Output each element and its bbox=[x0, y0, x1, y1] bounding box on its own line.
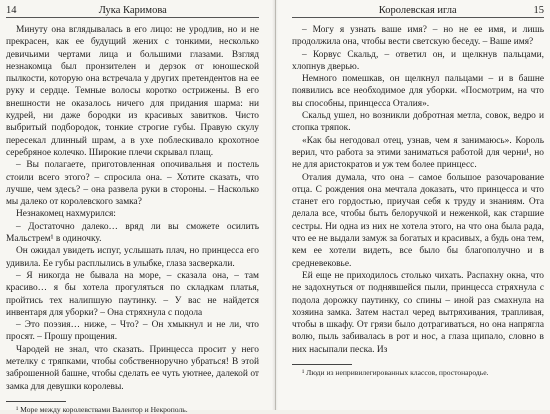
left-paragraph: – Это поэзия… ниже, – Что? – Он хмыкнул и не ли, что просят. – Прошу прощения. bbox=[6, 320, 259, 343]
right-paragraph: Скальд ушел, но возникли добротная метла, совок, ведро и стопка тряпок. bbox=[292, 111, 544, 134]
right-paragraph: – Могу я узнать ваше имя? – но не ее имя, и лишь продолжила она, чтобы вести светскую беседу. – Ваше имя? bbox=[292, 25, 544, 48]
right-footnote-rule bbox=[292, 364, 352, 365]
left-paragraph: – Я никогда не бывала на море, – сказала она, – там красиво… я бы хотела прогуляться по складкам платья, пройтись тех налипшую паутинку. – У вас не найдется инвентаря для уборки? – Она стряхнула с подола bbox=[6, 270, 259, 318]
left-paragraph: Минуту она вглядывалась в его лицо: не уродлив, но и не прекрасен, как ее будущий жених с тонкими, несколько девичьими чертами лица и большими глазами. Взгляд незнакомца был пронзителен и дерзок от юношеской пылкости, которую она встречала у других претендентов на ее руку и сердце. Темные волосы коротко острижены. В его внешности не оказалось ничего для придания шарма: ни кудрей, ни даже бородки из красивых завитков. Чисто выбритый подбородок, тонкие строгие губы. Правую скулу пересекал длинный шрам, а в ухе поблескивало крохотное серебряное колечко. Широкие плечи скрывал плащ. bbox=[6, 25, 259, 158]
left-paragraph: – Достаточно далеко… вряд ли вы сможете осилить Мальстрем¹ в одиночку. bbox=[6, 221, 259, 245]
left-running-head: Лука Каримова bbox=[98, 5, 167, 16]
right-page-header bbox=[292, 2, 544, 18]
right-page-body bbox=[292, 24, 544, 378]
left-paragraph: – Вы полагаете, приготовленная опочивальня и постель стоили всего этого? – спросила она. – Хотите сказать, что лучше, чем здесь? – она развела руки в стороны. – Насколько мы далеко от королевского замка? bbox=[6, 160, 259, 208]
left-page-body bbox=[6, 24, 259, 414]
left-footnote-rule bbox=[6, 401, 66, 402]
right-page bbox=[275, 0, 550, 410]
left-page-number: 14 bbox=[6, 5, 17, 16]
right-paragraph: «Как бы негодовал отец, узнав, чем я занимаюсь». Король верил, что работа за этими заниматься работой для черни¹, но не для аристократов и уж тем более принцесс. bbox=[292, 135, 544, 171]
right-page-number: 15 bbox=[533, 5, 544, 16]
right-paragraph: Ей еще не приходилось столько чихать. Распахну окна, что не задохнуться от поднявшейся пыли, принцесса стряхнула с подола дорожку паутинку, со спины – иной раз смахнула на хозяина замка. Затем настал черед вытряхивания, трапливая, чтобы в шкафу. От грязи было дотрагиваться, но она напрягла волю, пыль забивалась в рот и нос, а глаза щипало, словно в них насыпали песка. Из bbox=[292, 270, 544, 355]
right-paragraph: – Корвус Скальд, – ответил он, и щелкнув пальцами, хлопнув дверью. bbox=[292, 49, 544, 72]
right-footnote: ¹ Люди из непривилегированных классов, простонародье. bbox=[302, 368, 489, 378]
right-paragraph: Немного помешкав, он щелкнул пальцами – и в башне появились все необходимое для уборки. «Посмотрим, на что вы способны, принцесса Оталия». bbox=[292, 74, 544, 109]
left-paragraph: Незнакомец нахмурился: bbox=[16, 209, 116, 220]
left-footnote: ¹ Море между королевствами Валентор и Некрополь. bbox=[16, 404, 188, 414]
right-running-head: Королевская игла bbox=[378, 5, 457, 16]
left-paragraph: Чародей не знал, что сказать. Принцесса просит у него метелку с тряпками, чтобы собственноручно убраться! В этой заброшенной башне, чтобы сделать ее чуть уютнее, далекой от замка для девушки королевы. bbox=[6, 344, 259, 392]
right-paragraph: Оталия думала, что она – самое большое разочарование отца. С рождения она мечтала доказать, что принцесса и что станет его гордостью, приучая себя к труду и знаниям. Ота делала все, чтобы быть белоручкой и неженкой, как старшие сестры. Ни одна из них не хотела этого, на что она была рада, что ее не выдали замуж за богатых и красивых, а будь она тем, кем ее хотели видеть, все было бы благополучно и в средневековье. bbox=[292, 172, 544, 269]
left-paragraph: Он ожидал увидеть испуг, услышать плач, но принцесса его удивила. Ее губы расплылись в улыбке, глаза засверкали. bbox=[6, 246, 259, 269]
left-page-header bbox=[6, 2, 259, 18]
